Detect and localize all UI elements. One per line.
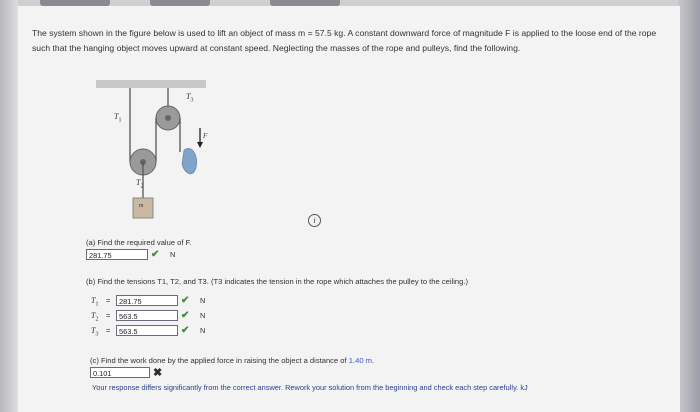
part-a-question: (a) Find the required value of F.	[86, 238, 192, 247]
info-icon[interactable]: i	[308, 214, 321, 227]
equals-sign: =	[106, 311, 111, 320]
label-t3: $T_3$	[186, 92, 194, 104]
check-icon: ✔	[181, 325, 190, 336]
hand	[182, 148, 197, 174]
check-icon: ✔	[151, 249, 160, 260]
equals-sign: =	[106, 296, 111, 305]
label-t3-row: $T_3$	[91, 326, 99, 338]
pulley-figure	[96, 80, 236, 225]
t2-answer-field[interactable]: 563.5	[116, 310, 178, 321]
label-f: F	[203, 132, 208, 140]
part-c-answer-field[interactable]: 0.101	[90, 367, 150, 378]
label-t2: $T_2$	[136, 178, 144, 190]
problem-page	[18, 6, 680, 412]
left-edge	[0, 0, 18, 412]
label-t1-row: $T_1$	[91, 296, 99, 308]
equals-sign: =	[106, 326, 111, 335]
distance-value: 1.40 m	[348, 356, 372, 365]
t2-unit: N	[200, 311, 206, 320]
label-t2-row: $T_2$	[91, 311, 99, 323]
check-icon: ✔	[181, 295, 190, 306]
part-a-answer-field[interactable]: 281.75	[86, 249, 148, 260]
cross-icon: ✖	[153, 367, 163, 379]
problem-statement: The system shown in the figure below is used to lift an object of mass m = 57.5 kg. A constant downward force of magnitude F is applied to the loose end of the rope such that the hanging object moves upward at constant speed. Neglecting the masses of the rope and pulleys, find the following.	[32, 28, 657, 53]
part-b-question: (b) Find the tensions T1, T2, and T3. (T3 indicates the tension in the rope which attaches the pulley to the ceiling.)	[86, 277, 469, 286]
check-icon: ✔	[181, 310, 190, 321]
ceiling	[96, 80, 206, 88]
t3-unit: N	[200, 326, 206, 335]
t1-answer-field[interactable]: 281.75	[116, 295, 178, 306]
label-m: m	[139, 203, 144, 209]
t3-answer-field[interactable]: 563.5	[116, 325, 178, 336]
t1-unit: N	[200, 296, 206, 305]
part-a-unit: N	[170, 250, 176, 259]
label-t1: $T_1$	[114, 112, 122, 124]
feedback-message: Your response differs significantly from the correct answer. Rework your solution from the beginning and check each step carefully. kJ	[92, 383, 528, 392]
right-edge	[678, 0, 700, 412]
part-c-question: (c) Find the work done by the applied force in raising the object a distance of 1.40 m.	[90, 356, 375, 365]
